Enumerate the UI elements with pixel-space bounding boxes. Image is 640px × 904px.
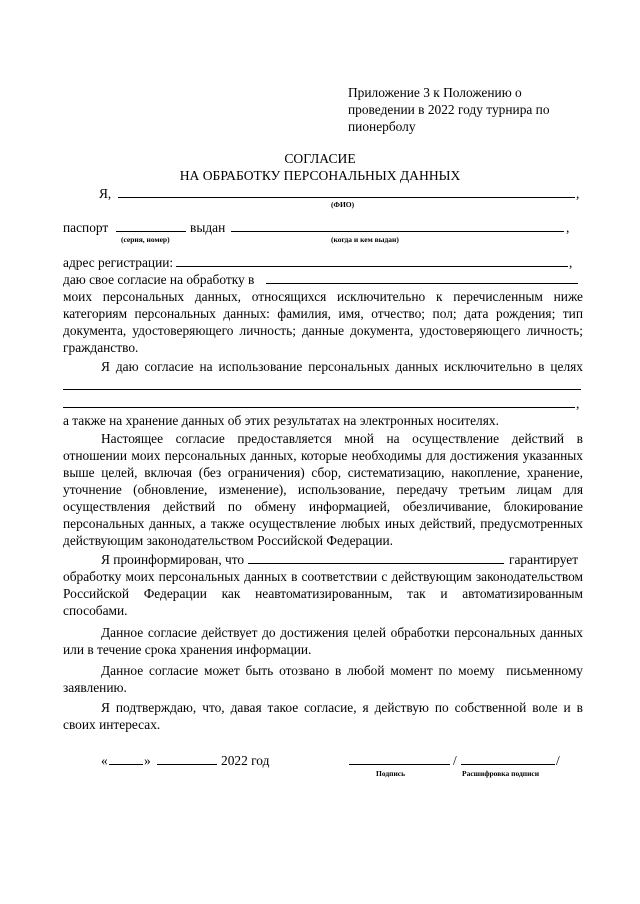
paragraph-line: а также на хранение данных об этих результатах на электронных носителях.	[63, 413, 499, 428]
purpose-line-2[interactable]	[63, 407, 575, 408]
paragraph-line: гражданство.	[63, 340, 139, 355]
issued-by-line[interactable]	[231, 231, 564, 232]
year-label: 2022 год	[221, 753, 270, 768]
paragraph-line: документа, удостоверяющего личность; данные документа, удостоверяющего личность;	[63, 323, 583, 338]
appendix-line-3: пионерболу	[348, 119, 416, 134]
paragraph-line: моих персональных данных, относящихся исключительно к перечисленным ниже	[63, 289, 583, 304]
paragraph-line: своих интересах.	[63, 717, 161, 732]
paragraph-line: осуществления действий по обмену информацией, обезличивание, блокирование	[63, 499, 583, 514]
paragraph-line: обработку моих персональных данных в соответствии с действующим законодательством	[63, 569, 583, 584]
document-title: СОГЛАСИЕ	[284, 151, 356, 166]
comma: ,	[576, 396, 580, 411]
fio-caption: (ФИО)	[331, 200, 355, 209]
consent-label: даю свое согласие на обработку в	[63, 272, 255, 287]
paragraph-line: Настоящее согласие предоставляется мной на осуществление действий в	[101, 431, 583, 446]
signature-decode-caption: Расшифровка подписи	[462, 769, 540, 778]
slash: /	[556, 753, 560, 768]
fio-line[interactable]	[118, 197, 575, 198]
paragraph-line: Я даю согласие на использование персональных данных исключительно в целях	[101, 359, 583, 374]
slash: /	[453, 753, 457, 768]
date-quote-close: »	[144, 753, 151, 768]
i-label: Я,	[99, 186, 112, 201]
appendix-line-2: проведении в 2022 году турнира по	[348, 102, 550, 117]
series-caption: (серия, номер)	[121, 235, 170, 244]
issued-label: выдан	[190, 220, 226, 235]
signature-line[interactable]	[349, 764, 450, 765]
document-subtitle: НА ОБРАБОТКУ ПЕРСОНАЛЬНЫХ ДАННЫХ	[179, 168, 461, 183]
paragraph-line: Я проинформирован, что	[101, 552, 245, 567]
passport-label: паспорт	[63, 220, 109, 235]
comma: ,	[576, 186, 580, 201]
paragraph-line: выше целей, включая (без ограничения) сбор, систематизацию, накопление, хранение,	[63, 465, 583, 480]
address-line[interactable]	[176, 266, 568, 267]
paragraph-line: или в течение срока хранения информации.	[63, 642, 312, 657]
day-line[interactable]	[109, 764, 143, 765]
paragraph-line: действующим законодательством Российской Федерации.	[63, 533, 394, 548]
paragraph-line: уточнение (обновление, изменение), использование, передачу третьим лицам для	[63, 482, 583, 497]
paragraph-line: категориям персональных данных: фамилия, имя, отчество; пол; дата рождения; тип	[63, 306, 583, 321]
paragraph-line: гарантирует	[509, 552, 579, 567]
comma: ,	[569, 255, 573, 270]
passport-number-line[interactable]	[116, 231, 186, 232]
paragraph-line: заявлению.	[63, 680, 127, 695]
paragraph-line: Российской Федерации как неавтоматизированным, так и автоматизированным	[63, 586, 583, 601]
paragraph-line: отношении моих персональных данных, которые необходимы для достижения указанных	[63, 448, 583, 463]
date-quote-open: «	[101, 753, 108, 768]
address-label: адрес регистрации:	[63, 255, 174, 270]
paragraph-line: способами.	[63, 603, 128, 618]
appendix-line-1: Приложение 3 к Положению о	[348, 85, 522, 100]
paragraph-line: персональных данных, а также осуществление любых иных действий, предусмотренных	[63, 516, 583, 531]
operator-line[interactable]	[248, 563, 504, 564]
purpose-line-1[interactable]	[63, 389, 581, 390]
organization-line[interactable]	[266, 283, 578, 284]
paragraph-line: Я подтверждаю, что, давая такое согласие, я действую по собственной воле и в	[101, 700, 583, 715]
month-line[interactable]	[157, 764, 217, 765]
paragraph-line: Данное согласие действует до достижения целей обработки персональных данных	[101, 625, 583, 640]
comma: ,	[566, 220, 570, 235]
paragraph-line: Данное согласие может быть отозвано в любой момент по моему письменному	[101, 663, 583, 678]
issued-caption: (когда и кем выдан)	[331, 235, 399, 244]
signature-caption: Подпись	[376, 769, 406, 778]
signature-decode-line[interactable]	[461, 764, 555, 765]
